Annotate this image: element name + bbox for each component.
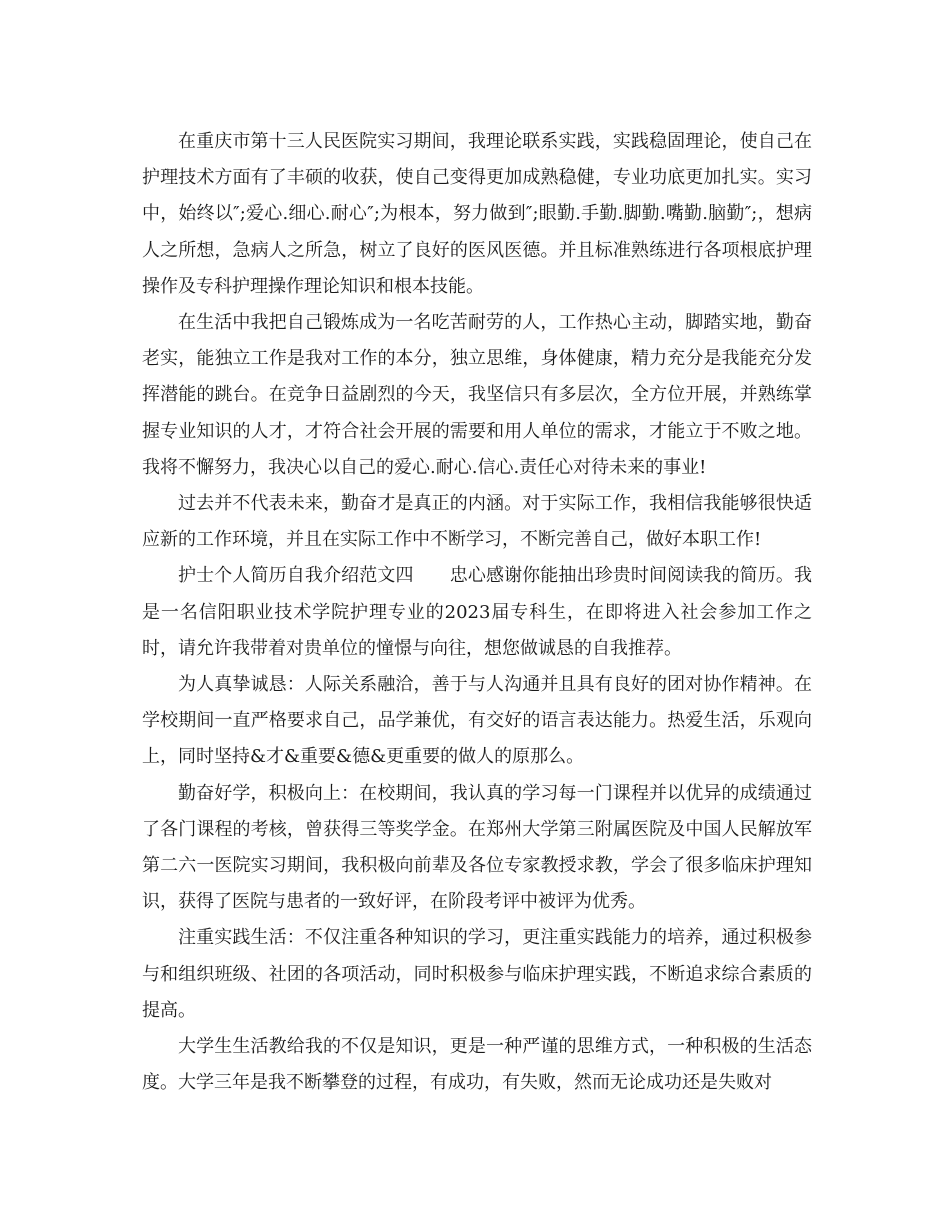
paragraph-future: 过去并不代表未来，勤奋才是真正的内涵。对于实际工作，我相信我能够很快适应新的工作环境，并且在实际工作中不断学习，不断完善自己，做好本职工作! (142, 493, 812, 551)
paragraph-life: 在生活中我把自己锻炼成为一名吃苦耐劳的人，工作热心主动，脚踏实地，勤奋老实，能独立工作是我对工作的本分，独立思维，身体健康，精力充分是我能充分发挥潜能的跳台。在竞争日益剧烈的今天，我坚信只有多层次，全方位开展，并熟练掌握专业知识的人才，才符合社会开展的需要和用人单位的需求，才能立于不败之地。我将不懈努力，我决心以自己的爱心.耐心.信心.责任心对待未来的事业! (142, 312, 812, 478)
section-heading: 护士个人简历自我介绍范文四 (178, 565, 414, 587)
paragraph-university: 大学生生活教给我的不仅是知识，更是一种严谨的思维方式，一种积极的生活态度。大学三年是我不断攀登的过程，有成功，有失败，然而无论成功还是失败对 (142, 1036, 812, 1094)
document-body (142, 124, 812, 1101)
paragraph-studious: 勤奋好学，积极向上：在校期间，我认真的学习每一门课程并以优异的成绩通过了各门课程的考核，曾获得三等奖学金。在郑州大学第三附属医院及中国人民解放军第二六一医院实习期间，我积极向前辈及各位专家教授求教，学会了很多临床护理知识，获得了医院与患者的一致好评，在阶段考评中被评为优秀。 (142, 782, 812, 913)
paragraph-practice: 注重实践生活：不仅注重各种知识的学习，更注重实践能力的培养，通过积极参与和组织班级、社团的各项活动，同时积极参与临床护理实践，不断追求综合素质的提高。 (142, 927, 812, 1021)
paragraph-internship: 在重庆市第十三人民医院实习期间，我理论联系实践，实践稳固理论，使自己在护理技术方面有了丰硕的收获，使自己变得更加成熟稳健，专业功底更加扎实。实习中，始终以″;爱心.细心.耐心″;为根本，努力做到″;眼勤.手勤.脚勤.嘴勤.脑勤″;，想病人之所想，急病人之所急，树立了良好的医风医德。并且标准熟练进行各项根底护理操作及专科护理操作理论知识和根本技能。 (142, 131, 812, 297)
paragraph-heading-intro (142, 558, 812, 667)
paragraph-sincere: 为人真挚诚恳：人际关系融洽，善于与人沟通并且具有良好的团对协作精神。在学校期间一直严格要求自己，品学兼优，有交好的语言表达能力。热爱生活，乐观向上，同时坚持&才&重要&德&更重要的做人的原那么。 (142, 674, 812, 768)
heading-followup-text: 忠心感谢你能抽出珍贵时间阅读我的简历。我是一名信阳职业技术学院护理专业的2023届专科生，在即将进入社会参加工作之时，请允许我带着对贵单位的憧憬与向往，想您做诚恳的自我推荐。 (142, 565, 813, 659)
